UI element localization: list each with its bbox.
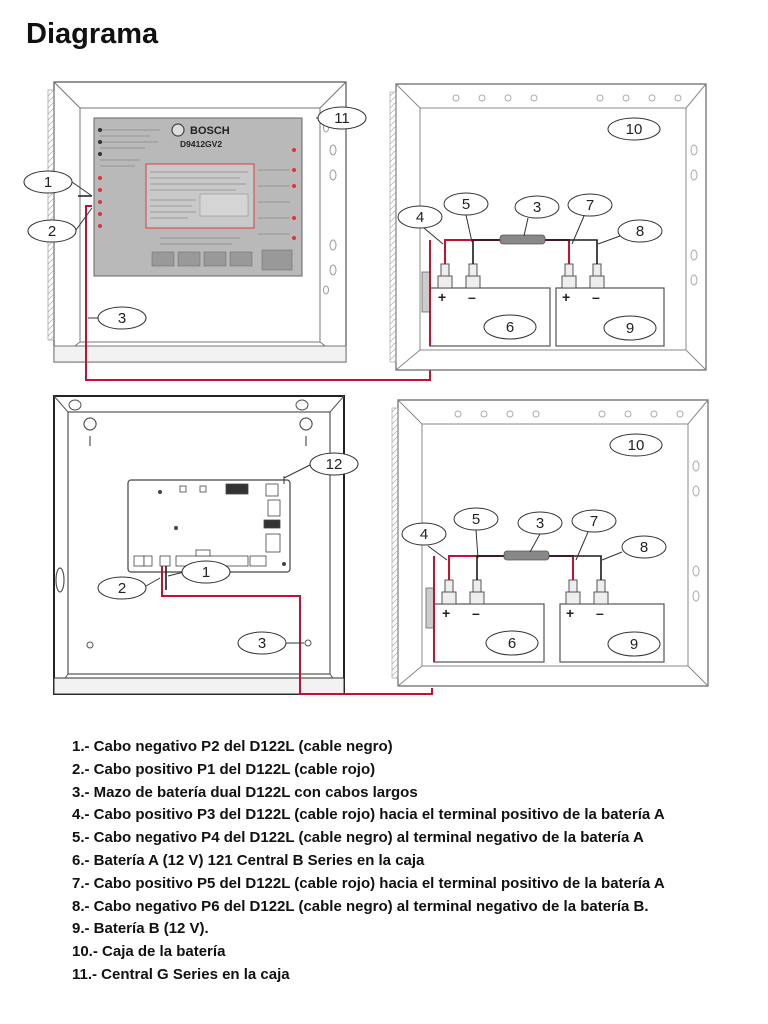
- callout-label: 3: [532, 199, 542, 216]
- top-panel-enclosure: [48, 82, 430, 380]
- wiring-diagram: [0, 60, 768, 710]
- callout-label: 10: [627, 437, 645, 454]
- legend-item: 7.- Cabo positivo P5 del D122L (cable rojo) hacia el terminal positivo de la batería A: [72, 874, 665, 892]
- callout-label: 5: [471, 511, 481, 528]
- legend-item: 10.- Caja de la batería: [72, 943, 226, 961]
- svg-text:+: +: [566, 605, 575, 621]
- callout-label: 3: [535, 515, 545, 532]
- svg-text:–: –: [472, 605, 480, 621]
- legend-item: 3.- Mazo de batería dual D122L con cabos largos: [72, 783, 418, 801]
- callout-label: 10: [625, 121, 643, 138]
- callout-label: 2: [117, 580, 127, 597]
- battery-a: [430, 288, 550, 346]
- board-brand: BOSCH: [190, 125, 230, 137]
- legend-item: 4.- Cabo positivo P3 del D122L (cable rojo) hacia el terminal positivo de la batería A: [72, 806, 665, 824]
- callout-label: 4: [415, 209, 425, 226]
- legend-item: 11.- Central G Series en la caja: [72, 965, 290, 983]
- legend-item: 8.- Cabo negativo P6 del D122L (cable negro) al terminal negativo de la batería B.: [72, 897, 649, 915]
- callout-label: 12: [325, 456, 343, 473]
- board-model: D9412GV2: [180, 139, 223, 149]
- control-panel-board: [94, 118, 302, 276]
- callout-label: 7: [589, 513, 599, 530]
- callout-label: 9: [625, 320, 635, 337]
- battery-b: [556, 288, 664, 346]
- callout-label: 11: [334, 110, 350, 127]
- callout-label: 3: [257, 635, 267, 652]
- svg-text:+: +: [438, 289, 447, 305]
- callout-label: 4: [419, 526, 429, 543]
- callout-label: 6: [505, 319, 515, 336]
- callout-label: 3: [117, 310, 127, 327]
- legend-list: [72, 736, 665, 987]
- legend-item: 1.- Cabo negativo P2 del D122L (cable negro): [72, 738, 393, 755]
- svg-text:+: +: [442, 605, 451, 621]
- legend-item: 6.- Batería A (12 V) 121 Central B Series en la caja: [72, 851, 425, 869]
- callout-label: 5: [461, 196, 471, 213]
- callout-label: 8: [639, 539, 649, 556]
- callout-label: 6: [507, 635, 517, 652]
- svg-text:–: –: [592, 289, 600, 305]
- callout-label: 1: [43, 174, 53, 191]
- callout-label: 7: [585, 197, 595, 214]
- callout-label: 1: [201, 564, 211, 581]
- callout-label: 2: [47, 223, 57, 240]
- legend-item: 9.- Batería B (12 V).: [72, 920, 209, 938]
- svg-text:–: –: [468, 289, 476, 305]
- legend-item: 5.- Cabo negativo P4 del D122L (cable negro) al terminal negativo de la batería A: [72, 829, 644, 847]
- callout-label: 8: [635, 223, 645, 240]
- page-title: Diagrama: [26, 18, 159, 50]
- b-series-board: [128, 480, 290, 572]
- svg-text:+: +: [562, 289, 571, 305]
- legend-item: 2.- Cabo positivo P1 del D122L (cable rojo): [72, 760, 376, 778]
- svg-text:–: –: [596, 605, 604, 621]
- callout-label: 9: [629, 636, 639, 653]
